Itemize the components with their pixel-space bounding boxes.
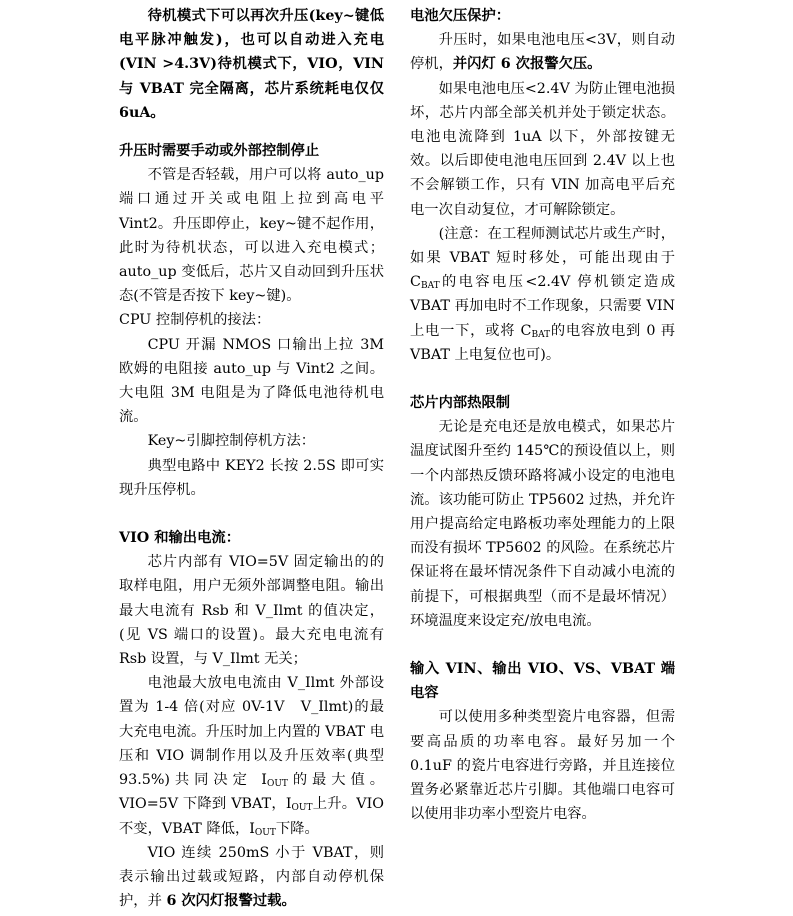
- note-paragraph: (注意：在工程师测试芯片或生产时，如果 VBAT 短时移处，可能出现由于 $C_{BAT}$的电容电压<2.4V 停机锁定造成 VBAT 再加电时不工作现象，只需要 VIN 上电一下，或将 $C_{BAT}$的电容放电到 0 再 VBAT 上电复位也可)。: [410, 225, 675, 363]
- heading-thermal-limit: 芯片内部热限制: [410, 395, 511, 412]
- heading-undervoltage: 电池欠压保护：: [410, 8, 511, 24]
- key-stop-title: Key~引脚控制停机方法：: [147, 433, 316, 450]
- vio-paragraph-2: 电池最大放电电流由 V_Ilmt 外部设置为 1-4 倍(对应 0V-1V V_Ilmt)的最大充电电流。升压时加上内置的 VBAT 电压和 VIO 调制作用以及升压效率(典型 93.5%)共同决定 $I_{OUT}$的最大值。VIO=5V 下降到 VBAT，$I_{OUT}$上升。VIO 不变，VBAT 降低，$I_{OUT}$下降。: [119, 675, 385, 838]
- cpu-stop-paragraph: CPU 开漏 NMOS 口输出上拉 3M 欧姆的电阻接 auto_up 与 Vint2 之间。大电阻 3M 电阻是为了降低电池待机电流。: [119, 336, 384, 426]
- key-stop-paragraph: 典型电路中 KEY2 长按 2.5S 即可实现升压停机。: [119, 457, 384, 498]
- vio-paragraph-3: VIO 连续 250mS 小于 VBAT，则表示输出过载或短路，内部自动停机保护，并 6 次闪灯报警过载。: [119, 844, 384, 910]
- heading-capacitors: 输入 VIN、输出 VIO、VS、VBAT 端电容: [410, 661, 675, 702]
- vio-paragraph-1: 芯片内部有 VIO=5V 固定输出的的取样电阻，用户无须外部调整电阻。输出最大电流有 Rsb 和 V_Ilmt 的值决定，(见 VS 端口的设置)。最大充电电流有 Rsb 设置，与 V_Ilmt 无关；: [119, 554, 384, 668]
- undervoltage-paragraph-2: 如果电池电压<2.4V 为防止锂电池损坏，芯片内部全部关机并处于锁定状态。电池电流降到 1uA 以下，外部按键无效。以后即使电池电压回到 2.4V 以上也不会解锁工作，只有 VIN 加高电平后充电一次自动复位，才可解除锁定。: [410, 80, 675, 218]
- right-column: [410, 0, 675, 827]
- heading-vio-output: VIO 和输出电流：: [119, 530, 240, 547]
- stop-boost-paragraph: 不管是否轻载，用户可以将 auto_up 端口通过开关或电阻上拉到高电平 Vint2。升压即停止，key~键不起作用，此时为待机状态，可以进入充电模式；auto_up 变低后，芯片又自动回到升压状态(不管是否按下 key~键)。: [119, 167, 384, 305]
- undervoltage-paragraph-1: 升压时，如果电池电压<3V，则自动停机，并闪灯 6 次报警欠压。: [410, 32, 675, 73]
- heading-stop-boost: 升压时需要手动或外部控制停止: [119, 143, 320, 160]
- standby-paragraph: 待机模式下可以再次升压(key~键低电平脉冲触发)，也可以自动进入充电(VIN >4.3V)待机模式下，VIO，VIN与 VBAT 完全隔离，芯片系统耗电仅仅 6uA。: [119, 8, 384, 121]
- left-column: [119, 0, 384, 913]
- thermal-paragraph: 无论是充电还是放电模式，如果芯片温度试图升至约 145℃的预设值以上，则一个内部热反馈环路将减小设定的电池电流。该功能可防止 TP5602 过热，并允许用户提高给定电路板功率处理能力的上限而没有损坏 TP5602 的风险。在系统芯片保证将在最坏情况条件下自动减小电流的前提下，可根据典型（而不是最坏情况）环境温度来设定充/放电电流。: [410, 419, 675, 629]
- cpu-stop-title: CPU 控制停机的接法：: [119, 312, 271, 329]
- capacitor-paragraph: 可以使用多种类型瓷片电容器，但需要高品质的功率电容。最好另加一个 0.1uF 的瓷片电容进行旁路，并且连接位置务必紧靠近芯片引脚。其他端口电容可以使用非功率小型瓷片电容。: [410, 709, 675, 823]
